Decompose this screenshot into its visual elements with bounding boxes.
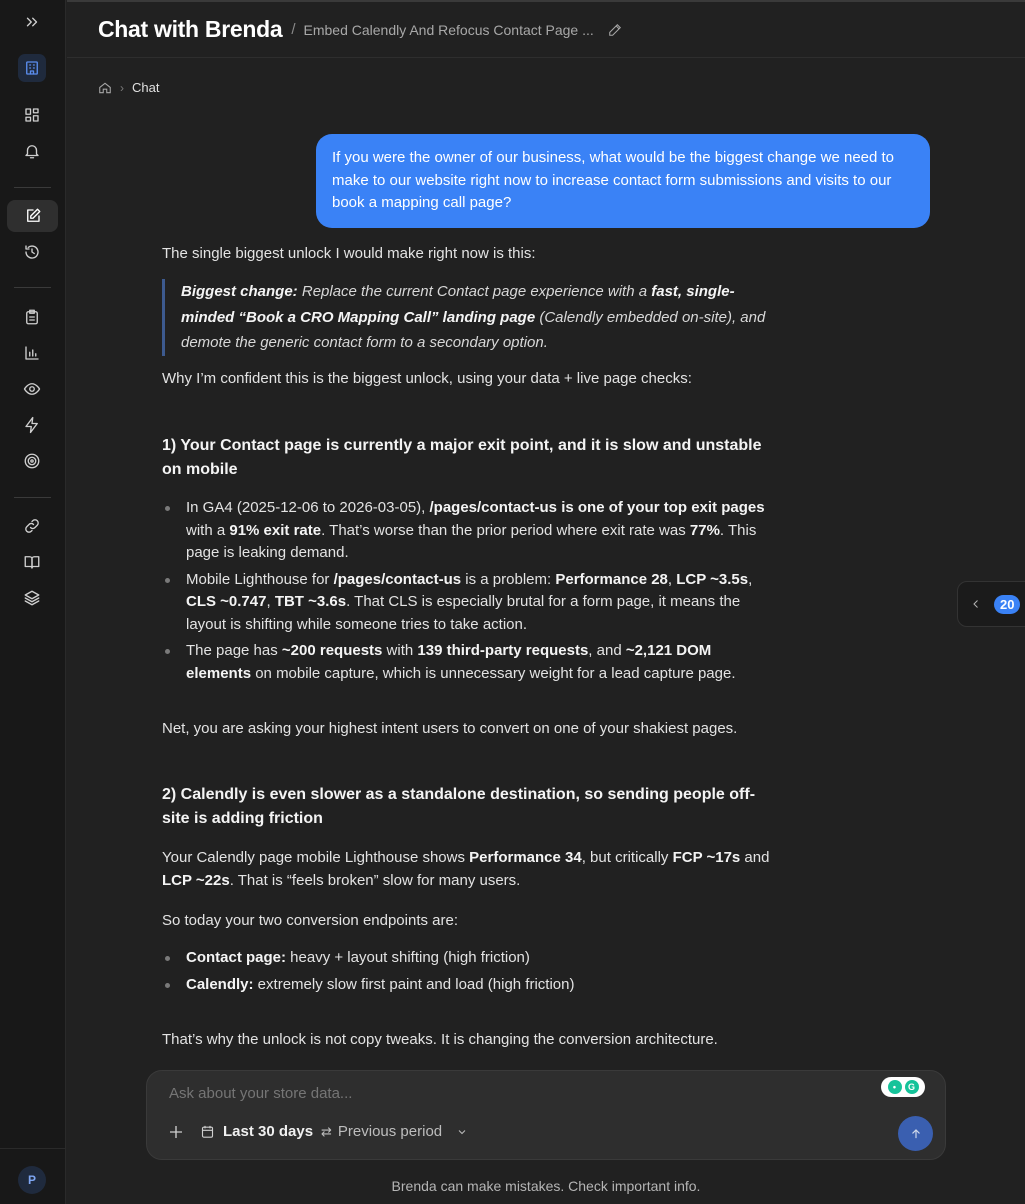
- assistant-intro: The single biggest unlock I would make right now is this:: [162, 245, 536, 262]
- grammarly-g-icon: G: [905, 1080, 919, 1094]
- section-heading-1: 1) Your Contact page is currently a major exit point, and it is slow and unstable on mobile: [162, 437, 762, 478]
- section-1-list: [162, 497, 774, 689]
- grammarly-bulb-icon: •: [888, 1080, 902, 1094]
- avatar[interactable]: P: [18, 1166, 46, 1194]
- home-icon[interactable]: [98, 81, 112, 95]
- sidebar: [0, 0, 66, 1204]
- endpoints-list: [162, 947, 774, 1000]
- bell-icon[interactable]: [16, 135, 48, 167]
- swap-icon: ⇄: [321, 1123, 332, 1139]
- title-separator: /: [291, 21, 296, 38]
- chevron-left-icon: [970, 598, 982, 610]
- history-icon[interactable]: [16, 236, 48, 268]
- list-item: In GA4 (2025-12-06 to 2026-03-05), /pages/contact-us is one of your top exit pages with a 91% exit rate. That’s worse than the prior period where exit rate was 77%. This page is leaking demand.: [162, 497, 774, 565]
- sources-panel-toggle[interactable]: [957, 581, 1025, 627]
- compare-period-dropdown[interactable]: [321, 1123, 468, 1140]
- target-icon[interactable]: [16, 445, 48, 477]
- link-icon[interactable]: [16, 510, 48, 542]
- sidebar-divider: [14, 497, 51, 498]
- layers-icon[interactable]: [16, 582, 48, 614]
- sidebar-divider: [14, 287, 51, 288]
- breadcrumb: [98, 80, 159, 95]
- date-range-label: Last 30 days: [223, 1123, 314, 1140]
- breadcrumb-current: Chat: [132, 80, 160, 95]
- endpoints-intro: So today your two conversion endpoints are:: [162, 912, 459, 929]
- grammarly-icon[interactable]: [881, 1077, 925, 1097]
- book-icon[interactable]: [16, 546, 48, 578]
- sidebar-footer-divider: [0, 1148, 66, 1149]
- bar-chart-icon[interactable]: [16, 337, 48, 369]
- disclaimer: Brenda can make mistakes. Check important info.: [391, 1178, 701, 1194]
- brand-logo-icon[interactable]: [18, 54, 46, 82]
- compare-period-label: Previous period: [337, 1123, 443, 1140]
- expand-sidebar-icon[interactable]: [16, 6, 48, 38]
- assistant-why: Why I’m confident this is the biggest unlock, using your data + live page checks:: [162, 370, 692, 387]
- closing-paragraph: That’s why the unlock is not copy tweaks. It is changing the conversion architecture.: [162, 1031, 718, 1048]
- list-item: The page has ~200 requests with 139 third-party requests, and ~2,121 DOM elements on mobile capture, which is unnecessary weight for a lead capture page.: [162, 640, 774, 685]
- sidebar-divider: [14, 187, 51, 188]
- chevron-down-icon: [456, 1126, 468, 1138]
- eye-icon[interactable]: [16, 373, 48, 405]
- user-message: If you were the owner of our business, what would be the biggest change we need to make to our website right now to increase contact form submissions and visits to our book a mapping call page?: [316, 134, 930, 228]
- arrow-up-icon: [909, 1127, 923, 1141]
- dashboard-icon[interactable]: [16, 99, 48, 131]
- calendar-icon: [200, 1124, 215, 1139]
- header: [67, 0, 1025, 58]
- sources-count-badge: 20: [994, 595, 1020, 614]
- list-item: Calendly: extremely slow first paint and load (high friction): [162, 974, 774, 997]
- section-heading-2: 2) Calendly is even slower as a standalone destination, so sending people off-site is adding friction: [162, 786, 756, 827]
- list-item: Contact page: heavy + layout shifting (high friction): [162, 947, 774, 970]
- add-attachment-button[interactable]: [167, 1123, 185, 1141]
- breadcrumb-separator: ›: [120, 80, 124, 95]
- list-item: Mobile Lighthouse for /pages/contact-us is a problem: Performance 28, LCP ~3.5s, CLS ~0.747, TBT ~3.6s. That CLS is especially brutal for a form page, it means the layout is shifting while someone tries to take action.: [162, 569, 774, 637]
- lightning-icon[interactable]: [16, 409, 48, 441]
- clipboard-icon[interactable]: [16, 301, 48, 333]
- highlight-quote: Biggest change: Replace the current Contact page experience with a fast, single-minded “Book a CRO Mapping Call” landing page (Calendly embedded on-site), and demote the generic contact form to a secondary option.: [162, 279, 774, 356]
- chat-subtitle: Embed Calendly And Refocus Contact Page ...: [303, 21, 594, 38]
- net-paragraph: Net, you are asking your highest intent users to convert on one of your shakiest pages.: [162, 720, 738, 737]
- send-button[interactable]: [898, 1116, 933, 1151]
- composer: [146, 1070, 946, 1160]
- date-range-button[interactable]: [200, 1123, 313, 1140]
- new-chat-icon[interactable]: [7, 200, 58, 232]
- page-title: Chat with Brenda: [98, 16, 283, 42]
- calendly-paragraph: Your Calendly page mobile Lighthouse shows Performance 34, but critically FCP ~17s and LCP ~22s. That is “feels broken” slow for many users.: [162, 849, 770, 889]
- pencil-icon[interactable]: [608, 23, 622, 37]
- plus-icon: [167, 1123, 185, 1141]
- chat-input[interactable]: [169, 1085, 849, 1102]
